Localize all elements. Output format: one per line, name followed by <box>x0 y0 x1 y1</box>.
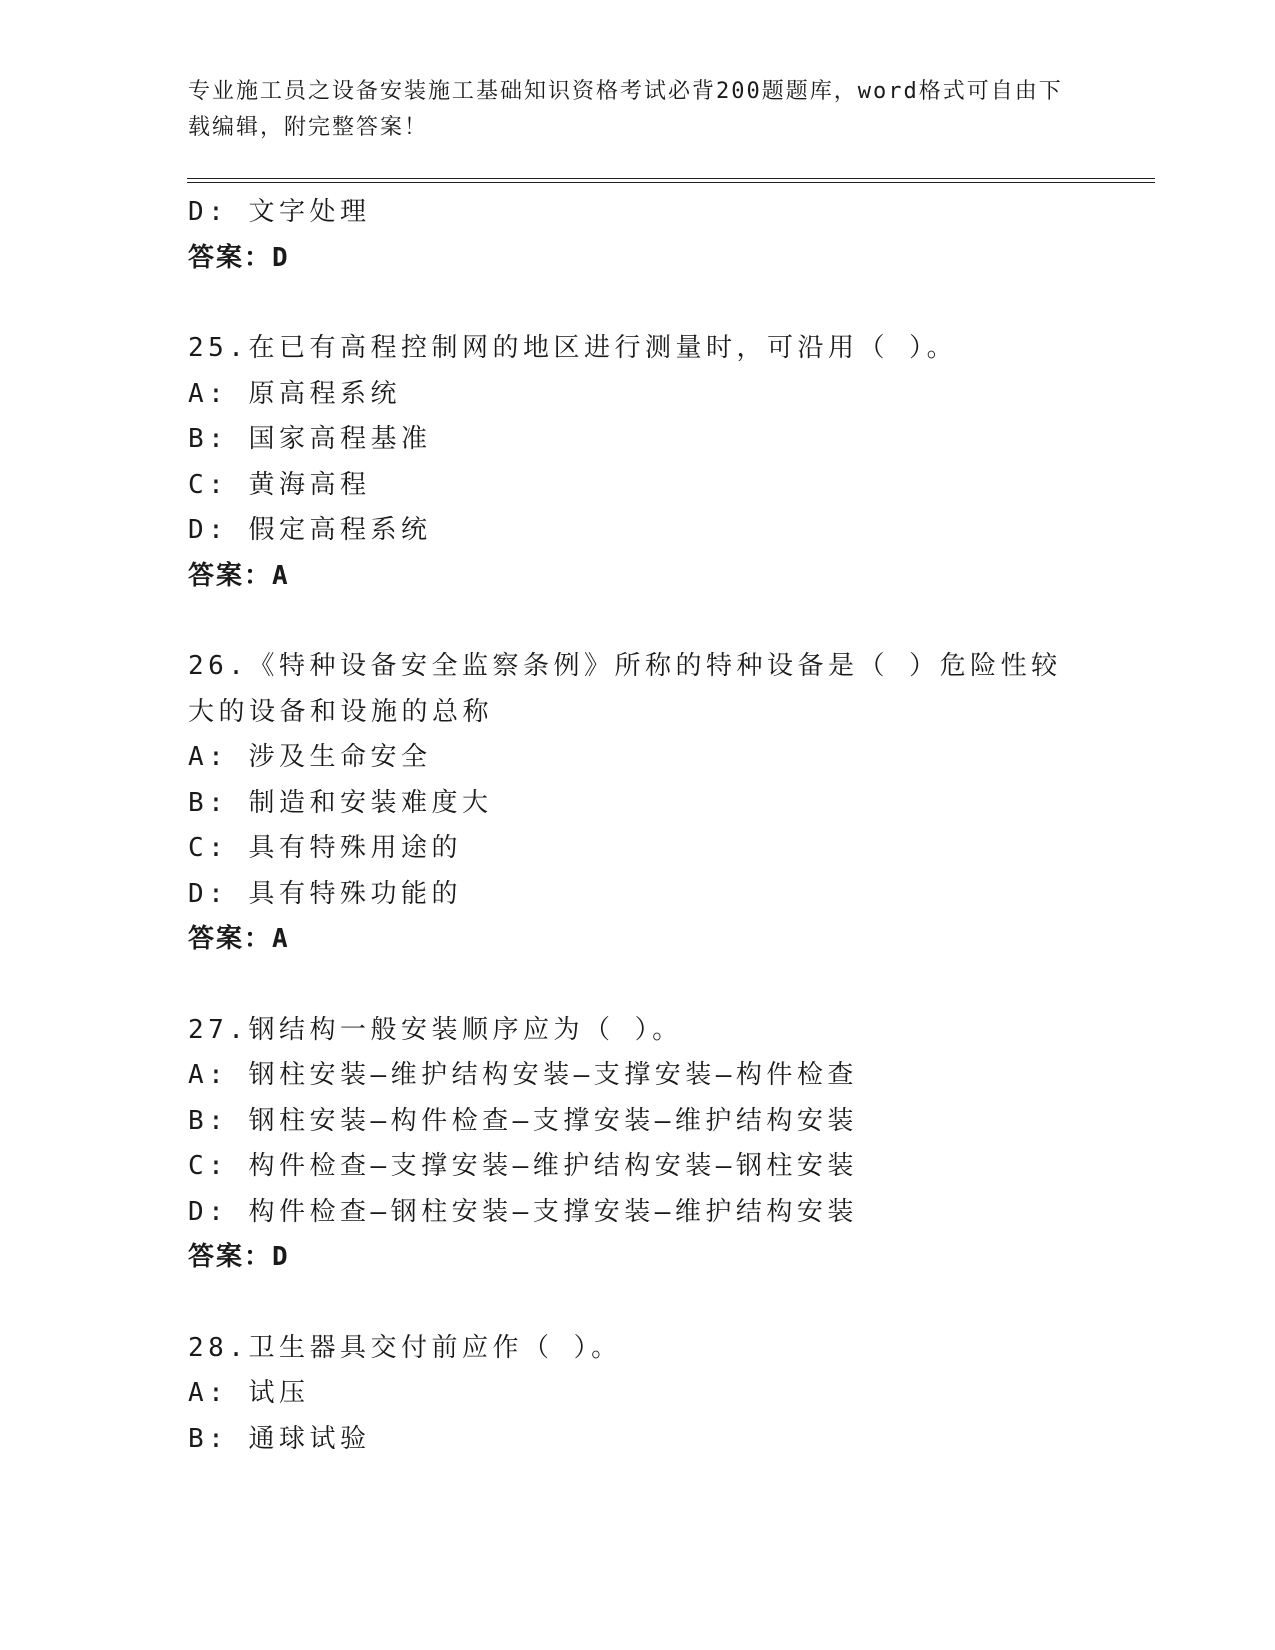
answer: 答案：D <box>188 1242 290 1272</box>
question-28 <box>188 1326 1088 1463</box>
option-a: A: 涉及生命安全 <box>188 742 432 772</box>
option-c: C: 构件检查—支撑安装—维护结构安装—钢柱安装 <box>188 1151 858 1181</box>
answer: 答案：A <box>188 560 290 591</box>
question-25 <box>188 326 1088 599</box>
question-text: 25.在已有高程控制网的地区进行测量时，可沿用（ ）。 <box>188 333 958 363</box>
prev-answer: 答案：D <box>188 242 290 273</box>
spacer <box>188 1281 1088 1326</box>
question-text: 26.《特种设备安全监察条例》所称的特种设备是（ ）危险性较大的设备和设施的总称 <box>188 651 1062 727</box>
option-a: A: 钢柱安装—维护结构安装—支撑安装—构件检查 <box>188 1060 858 1090</box>
spacer <box>188 963 1088 1008</box>
option-c: C: 黄海高程 <box>188 469 371 500</box>
option-b: B: 国家高程基准 <box>188 424 432 454</box>
option-b: B: 通球试验 <box>188 1423 371 1454</box>
option-a: A: 试压 <box>188 1378 310 1408</box>
spacer <box>188 281 1088 326</box>
header-divider-top <box>187 178 1155 179</box>
answer: 答案：A <box>188 924 290 954</box>
question-27 <box>188 1008 1088 1281</box>
spacer <box>188 599 1088 644</box>
document-header: 专业施工员之设备安装施工基础知识资格考试必背200题题库，word格式可自由下载编辑，附完整答案！ <box>188 79 1063 140</box>
option-c: C: 具有特殊用途的 <box>188 833 462 863</box>
option-d: D: 构件检查—钢柱安装—支撑安装—维护结构安装 <box>188 1196 858 1227</box>
option-a: A: 原高程系统 <box>188 378 401 409</box>
option-d: D: 具有特殊功能的 <box>188 878 462 909</box>
question-text: 28.卫生器具交付前应作（ ）。 <box>188 1332 622 1363</box>
question-text: 27.钢结构一般安装顺序应为（ ）。 <box>188 1014 683 1045</box>
document-body <box>188 190 1088 1462</box>
option-b: B: 钢柱安装—构件检查—支撑安装—维护结构安装 <box>188 1105 858 1136</box>
option-b: B: 制造和安装难度大 <box>188 787 493 818</box>
header-divider-bottom <box>187 182 1155 183</box>
question-26 <box>188 644 1088 963</box>
option-d: D: 假定高程系统 <box>188 515 432 545</box>
prev-option-d: D: 文字处理 <box>188 197 371 227</box>
